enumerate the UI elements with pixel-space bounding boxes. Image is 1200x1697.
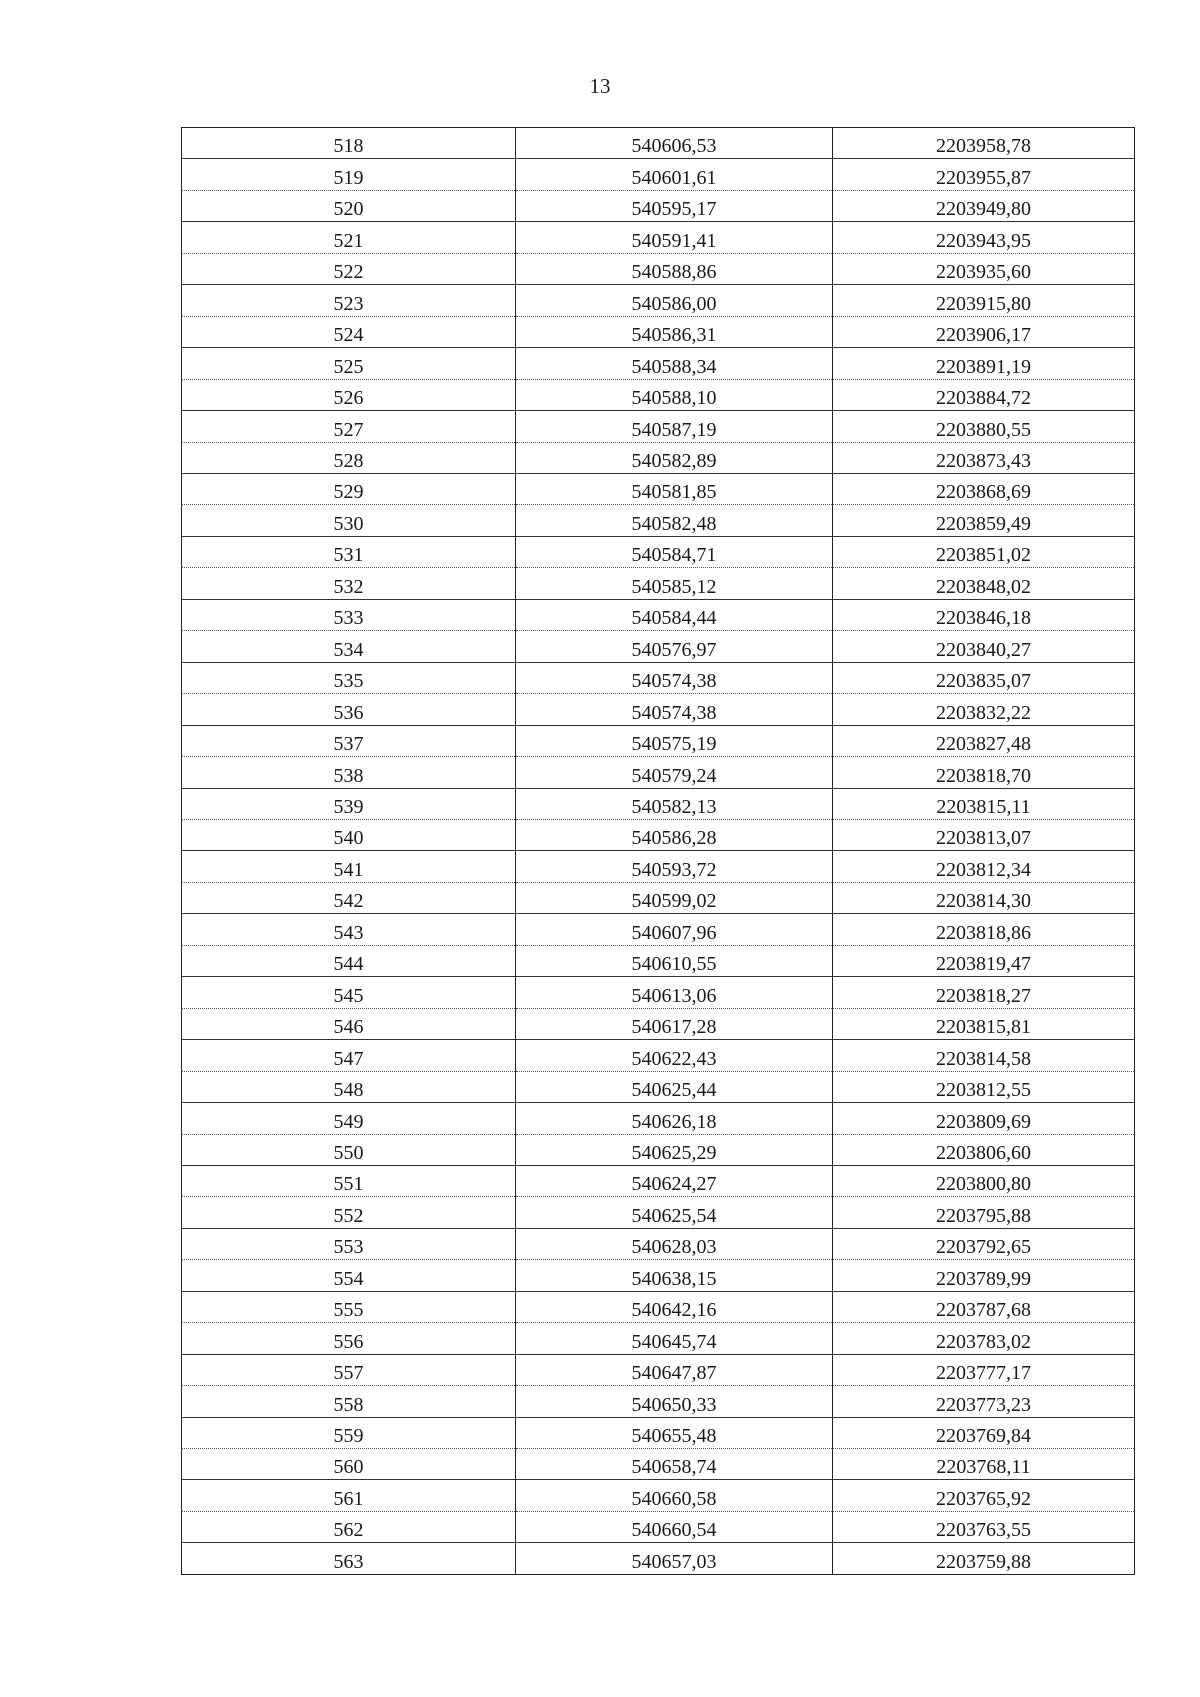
x-coordinate-cell: 540582,48 xyxy=(516,505,833,536)
table-row xyxy=(182,851,1135,882)
y-coordinate-cell: 2203958,78 xyxy=(833,128,1135,159)
x-coordinate-cell: 540647,87 xyxy=(516,1354,833,1385)
y-coordinate-cell: 2203873,43 xyxy=(833,442,1135,473)
table-row xyxy=(182,631,1135,662)
x-coordinate-cell: 540655,48 xyxy=(516,1417,833,1448)
x-coordinate-cell: 540581,85 xyxy=(516,473,833,504)
x-coordinate-cell: 540584,44 xyxy=(516,599,833,630)
x-coordinate-cell: 540582,13 xyxy=(516,788,833,819)
x-coordinate-cell: 540626,18 xyxy=(516,1103,833,1134)
y-coordinate-cell: 2203880,55 xyxy=(833,411,1135,442)
point-number-cell: 558 xyxy=(182,1386,516,1417)
table-row xyxy=(182,1291,1135,1322)
point-number-cell: 549 xyxy=(182,1103,516,1134)
y-coordinate-cell: 2203832,22 xyxy=(833,694,1135,725)
y-coordinate-cell: 2203891,19 xyxy=(833,348,1135,379)
x-coordinate-cell: 540657,03 xyxy=(516,1543,833,1574)
point-number-cell: 531 xyxy=(182,536,516,567)
y-coordinate-cell: 2203851,02 xyxy=(833,536,1135,567)
table-row xyxy=(182,505,1135,536)
x-coordinate-cell: 540588,10 xyxy=(516,379,833,410)
table-row xyxy=(182,442,1135,473)
page-number: 13 xyxy=(589,74,611,98)
point-number-cell: 530 xyxy=(182,505,516,536)
point-number-cell: 522 xyxy=(182,253,516,284)
point-number-cell: 523 xyxy=(182,285,516,316)
table-row xyxy=(182,599,1135,630)
table-row xyxy=(182,1197,1135,1228)
y-coordinate-cell: 2203769,84 xyxy=(833,1417,1135,1448)
y-coordinate-cell: 2203777,17 xyxy=(833,1354,1135,1385)
table-row xyxy=(182,694,1135,725)
y-coordinate-cell: 2203813,07 xyxy=(833,819,1135,850)
y-coordinate-cell: 2203848,02 xyxy=(833,568,1135,599)
x-coordinate-cell: 540579,24 xyxy=(516,757,833,788)
table-row xyxy=(182,1511,1135,1542)
y-coordinate-cell: 2203818,70 xyxy=(833,757,1135,788)
point-number-cell: 535 xyxy=(182,662,516,693)
point-number-cell: 545 xyxy=(182,977,516,1008)
x-coordinate-cell: 540606,53 xyxy=(516,128,833,159)
table-row xyxy=(182,1386,1135,1417)
table-row xyxy=(182,379,1135,410)
table-row xyxy=(182,1260,1135,1291)
table-row xyxy=(182,1417,1135,1448)
point-number-cell: 553 xyxy=(182,1228,516,1259)
point-number-cell: 539 xyxy=(182,788,516,819)
point-number-cell: 537 xyxy=(182,725,516,756)
y-coordinate-cell: 2203840,27 xyxy=(833,631,1135,662)
point-number-cell: 542 xyxy=(182,882,516,913)
point-number-cell: 527 xyxy=(182,411,516,442)
table-row xyxy=(182,568,1135,599)
y-coordinate-cell: 2203812,55 xyxy=(833,1071,1135,1102)
point-number-cell: 540 xyxy=(182,819,516,850)
point-number-cell: 551 xyxy=(182,1165,516,1196)
x-coordinate-cell: 540582,89 xyxy=(516,442,833,473)
x-coordinate-cell: 540645,74 xyxy=(516,1323,833,1354)
table-row xyxy=(182,882,1135,913)
table-row xyxy=(182,1165,1135,1196)
table-row xyxy=(182,1008,1135,1039)
y-coordinate-cell: 2203814,58 xyxy=(833,1040,1135,1071)
x-coordinate-cell: 540601,61 xyxy=(516,159,833,190)
y-coordinate-cell: 2203783,02 xyxy=(833,1323,1135,1354)
x-coordinate-cell: 540574,38 xyxy=(516,662,833,693)
point-number-cell: 548 xyxy=(182,1071,516,1102)
y-coordinate-cell: 2203949,80 xyxy=(833,190,1135,221)
x-coordinate-cell: 540587,19 xyxy=(516,411,833,442)
y-coordinate-cell: 2203787,68 xyxy=(833,1291,1135,1322)
point-number-cell: 559 xyxy=(182,1417,516,1448)
x-coordinate-cell: 540591,41 xyxy=(516,222,833,253)
y-coordinate-cell: 2203806,60 xyxy=(833,1134,1135,1165)
x-coordinate-cell: 540658,74 xyxy=(516,1449,833,1480)
x-coordinate-cell: 540617,28 xyxy=(516,1008,833,1039)
y-coordinate-cell: 2203943,95 xyxy=(833,222,1135,253)
point-number-cell: 520 xyxy=(182,190,516,221)
x-coordinate-cell: 540575,19 xyxy=(516,725,833,756)
x-coordinate-cell: 540624,27 xyxy=(516,1165,833,1196)
y-coordinate-cell: 2203765,92 xyxy=(833,1480,1135,1511)
y-coordinate-cell: 2203818,86 xyxy=(833,914,1135,945)
x-coordinate-cell: 540593,72 xyxy=(516,851,833,882)
y-coordinate-cell: 2203815,81 xyxy=(833,1008,1135,1039)
y-coordinate-cell: 2203773,23 xyxy=(833,1386,1135,1417)
x-coordinate-cell: 540584,71 xyxy=(516,536,833,567)
table-row xyxy=(182,536,1135,567)
x-coordinate-cell: 540625,29 xyxy=(516,1134,833,1165)
y-coordinate-cell: 2203795,88 xyxy=(833,1197,1135,1228)
y-coordinate-cell: 2203768,11 xyxy=(833,1449,1135,1480)
point-number-cell: 563 xyxy=(182,1543,516,1574)
table-row xyxy=(182,1354,1135,1385)
table-row xyxy=(182,222,1135,253)
point-number-cell: 561 xyxy=(182,1480,516,1511)
x-coordinate-cell: 540588,34 xyxy=(516,348,833,379)
table-row xyxy=(182,348,1135,379)
y-coordinate-cell: 2203792,65 xyxy=(833,1228,1135,1259)
x-coordinate-cell: 540607,96 xyxy=(516,914,833,945)
point-number-cell: 524 xyxy=(182,316,516,347)
point-number-cell: 543 xyxy=(182,914,516,945)
coordinates-table-body xyxy=(182,128,1135,1575)
x-coordinate-cell: 540625,54 xyxy=(516,1197,833,1228)
point-number-cell: 544 xyxy=(182,945,516,976)
table-row xyxy=(182,662,1135,693)
x-coordinate-cell: 540613,06 xyxy=(516,977,833,1008)
x-coordinate-cell: 540588,86 xyxy=(516,253,833,284)
y-coordinate-cell: 2203809,69 xyxy=(833,1103,1135,1134)
point-number-cell: 555 xyxy=(182,1291,516,1322)
point-number-cell: 529 xyxy=(182,473,516,504)
point-number-cell: 557 xyxy=(182,1354,516,1385)
point-number-cell: 532 xyxy=(182,568,516,599)
x-coordinate-cell: 540628,03 xyxy=(516,1228,833,1259)
point-number-cell: 518 xyxy=(182,128,516,159)
y-coordinate-cell: 2203835,07 xyxy=(833,662,1135,693)
point-number-cell: 525 xyxy=(182,348,516,379)
y-coordinate-cell: 2203789,99 xyxy=(833,1260,1135,1291)
y-coordinate-cell: 2203812,34 xyxy=(833,851,1135,882)
point-number-cell: 528 xyxy=(182,442,516,473)
y-coordinate-cell: 2203819,47 xyxy=(833,945,1135,976)
table-row xyxy=(182,128,1135,159)
y-coordinate-cell: 2203763,55 xyxy=(833,1511,1135,1542)
point-number-cell: 550 xyxy=(182,1134,516,1165)
x-coordinate-cell: 540599,02 xyxy=(516,882,833,913)
y-coordinate-cell: 2203915,80 xyxy=(833,285,1135,316)
point-number-cell: 552 xyxy=(182,1197,516,1228)
table-row xyxy=(182,1480,1135,1511)
table-row xyxy=(182,914,1135,945)
table-row xyxy=(182,253,1135,284)
x-coordinate-cell: 540625,44 xyxy=(516,1071,833,1102)
table-row xyxy=(182,977,1135,1008)
point-number-cell: 526 xyxy=(182,379,516,410)
x-coordinate-cell: 540576,97 xyxy=(516,631,833,662)
table-row xyxy=(182,411,1135,442)
y-coordinate-cell: 2203815,11 xyxy=(833,788,1135,819)
table-row xyxy=(182,1040,1135,1071)
x-coordinate-cell: 540660,58 xyxy=(516,1480,833,1511)
x-coordinate-cell: 540638,15 xyxy=(516,1260,833,1291)
x-coordinate-cell: 540642,16 xyxy=(516,1291,833,1322)
table-row xyxy=(182,1228,1135,1259)
coordinates-table xyxy=(181,127,1135,1575)
table-row xyxy=(182,316,1135,347)
point-number-cell: 547 xyxy=(182,1040,516,1071)
table-row xyxy=(182,159,1135,190)
y-coordinate-cell: 2203859,49 xyxy=(833,505,1135,536)
table-row xyxy=(182,285,1135,316)
y-coordinate-cell: 2203935,60 xyxy=(833,253,1135,284)
x-coordinate-cell: 540586,31 xyxy=(516,316,833,347)
y-coordinate-cell: 2203868,69 xyxy=(833,473,1135,504)
table-row xyxy=(182,725,1135,756)
table-row xyxy=(182,757,1135,788)
x-coordinate-cell: 540650,33 xyxy=(516,1386,833,1417)
y-coordinate-cell: 2203759,88 xyxy=(833,1543,1135,1574)
table-row xyxy=(182,945,1135,976)
table-row xyxy=(182,473,1135,504)
table-row xyxy=(182,1449,1135,1480)
x-coordinate-cell: 540574,38 xyxy=(516,694,833,725)
point-number-cell: 534 xyxy=(182,631,516,662)
table-row xyxy=(182,788,1135,819)
table-row xyxy=(182,1103,1135,1134)
point-number-cell: 541 xyxy=(182,851,516,882)
point-number-cell: 538 xyxy=(182,757,516,788)
y-coordinate-cell: 2203906,17 xyxy=(833,316,1135,347)
y-coordinate-cell: 2203827,48 xyxy=(833,725,1135,756)
x-coordinate-cell: 540622,43 xyxy=(516,1040,833,1071)
y-coordinate-cell: 2203814,30 xyxy=(833,882,1135,913)
point-number-cell: 546 xyxy=(182,1008,516,1039)
point-number-cell: 560 xyxy=(182,1449,516,1480)
y-coordinate-cell: 2203846,18 xyxy=(833,599,1135,630)
y-coordinate-cell: 2203884,72 xyxy=(833,379,1135,410)
x-coordinate-cell: 540595,17 xyxy=(516,190,833,221)
point-number-cell: 554 xyxy=(182,1260,516,1291)
point-number-cell: 519 xyxy=(182,159,516,190)
point-number-cell: 562 xyxy=(182,1511,516,1542)
table-row xyxy=(182,190,1135,221)
x-coordinate-cell: 540586,00 xyxy=(516,285,833,316)
y-coordinate-cell: 2203800,80 xyxy=(833,1165,1135,1196)
x-coordinate-cell: 540610,55 xyxy=(516,945,833,976)
point-number-cell: 521 xyxy=(182,222,516,253)
y-coordinate-cell: 2203818,27 xyxy=(833,977,1135,1008)
x-coordinate-cell: 540585,12 xyxy=(516,568,833,599)
table-row xyxy=(182,1071,1135,1102)
y-coordinate-cell: 2203955,87 xyxy=(833,159,1135,190)
point-number-cell: 556 xyxy=(182,1323,516,1354)
point-number-cell: 533 xyxy=(182,599,516,630)
table-row xyxy=(182,1134,1135,1165)
x-coordinate-cell: 540586,28 xyxy=(516,819,833,850)
table-row xyxy=(182,1543,1135,1574)
x-coordinate-cell: 540660,54 xyxy=(516,1511,833,1542)
table-row xyxy=(182,819,1135,850)
point-number-cell: 536 xyxy=(182,694,516,725)
table-row xyxy=(182,1323,1135,1354)
